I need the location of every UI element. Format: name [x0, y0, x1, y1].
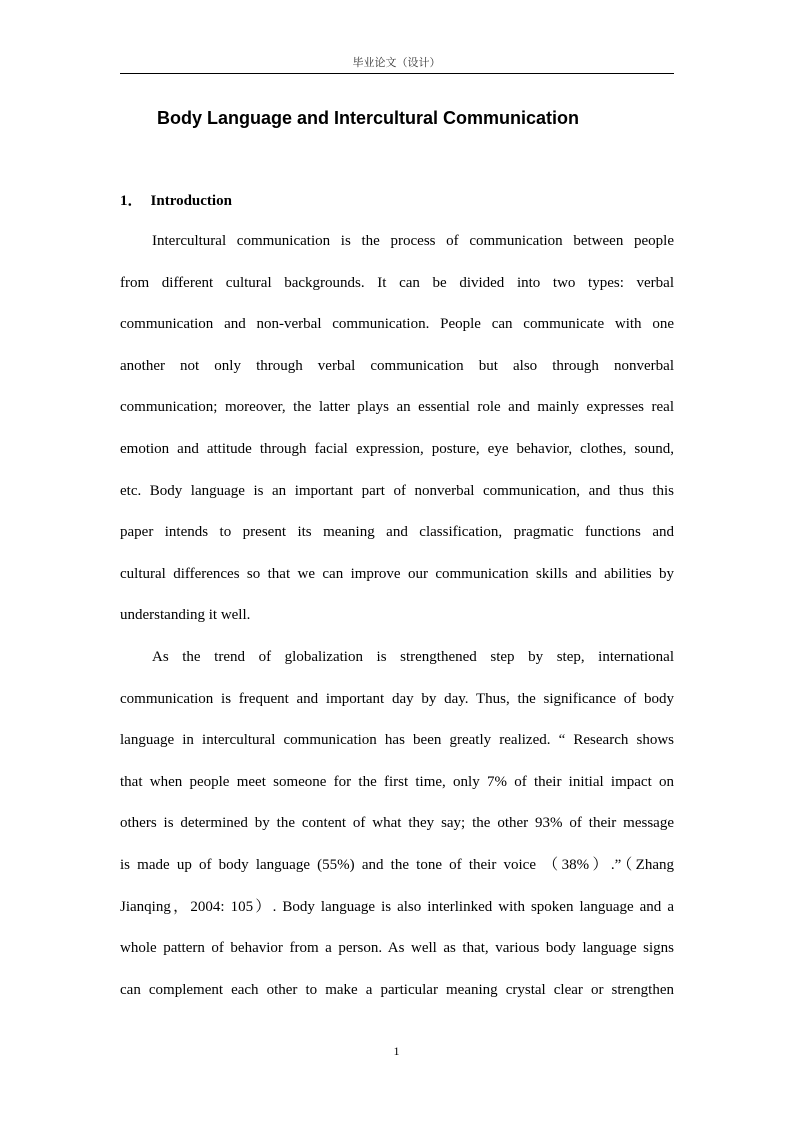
text-line: understanding it well.: [120, 607, 251, 624]
text-line: communication is frequent and important day by day. Thus, the significance of body: [120, 690, 674, 707]
text-line: another not only through verbal communication but also through nonverbal: [120, 357, 674, 374]
running-header: 毕业论文（设计）: [352, 56, 441, 69]
text-line: etc. Body language is an important part of nonverbal communication, and thus this: [120, 482, 674, 499]
document-title: Body Language and Intercultural Communication: [157, 108, 580, 128]
text-line: others is determined by the content of what they say; the other 93% of their message: [120, 815, 674, 832]
text-line: paper intends to present its meaning and classification, pragmatic functions and: [120, 524, 674, 541]
text-line: cultural differences so that we can improve our communication skills and abilities by: [120, 565, 674, 582]
paragraph-1: [120, 221, 674, 637]
section-heading: [120, 190, 232, 212]
section-number: 1．: [120, 193, 143, 209]
page-number: 1: [393, 1044, 400, 1058]
text-line: Intercultural communication is the process of communication between people: [152, 233, 674, 249]
text-line: that when people meet someone for the first time, only 7% of their initial impact on: [120, 773, 674, 790]
text-line: Jianqing，2004: 105）. Body language is also interlinked with spoken language and a: [120, 898, 674, 915]
text-line: from different cultural backgrounds. It can be divided into two types: verbal: [120, 274, 674, 291]
section-heading-text: Introduction: [150, 193, 232, 209]
text-line: communication; moreover, the latter plays an essential role and mainly expresses real: [120, 399, 674, 416]
text-line: can complement each other to make a particular meaning crystal clear or strengthen: [120, 981, 674, 998]
text-line: As the trend of globalization is strengthened step by step, international: [152, 648, 674, 665]
text-line: whole pattern of behavior from a person. As well as that, various body language signs: [120, 940, 674, 957]
text-line: emotion and attitude through facial expression, posture, eye behavior, clothes, sound,: [120, 440, 674, 457]
text-line: communication and non-verbal communication. People can communicate with one: [120, 316, 674, 333]
text-line: is made up of body language (55%) and the tone of their voice （38%）.”（Zhang: [120, 856, 674, 873]
document-body: [120, 221, 674, 1011]
text-line: language in intercultural communication has been greatly realized. “ Research shows: [120, 732, 674, 749]
header-rule: [120, 73, 674, 74]
paragraph-2: [120, 637, 674, 1011]
